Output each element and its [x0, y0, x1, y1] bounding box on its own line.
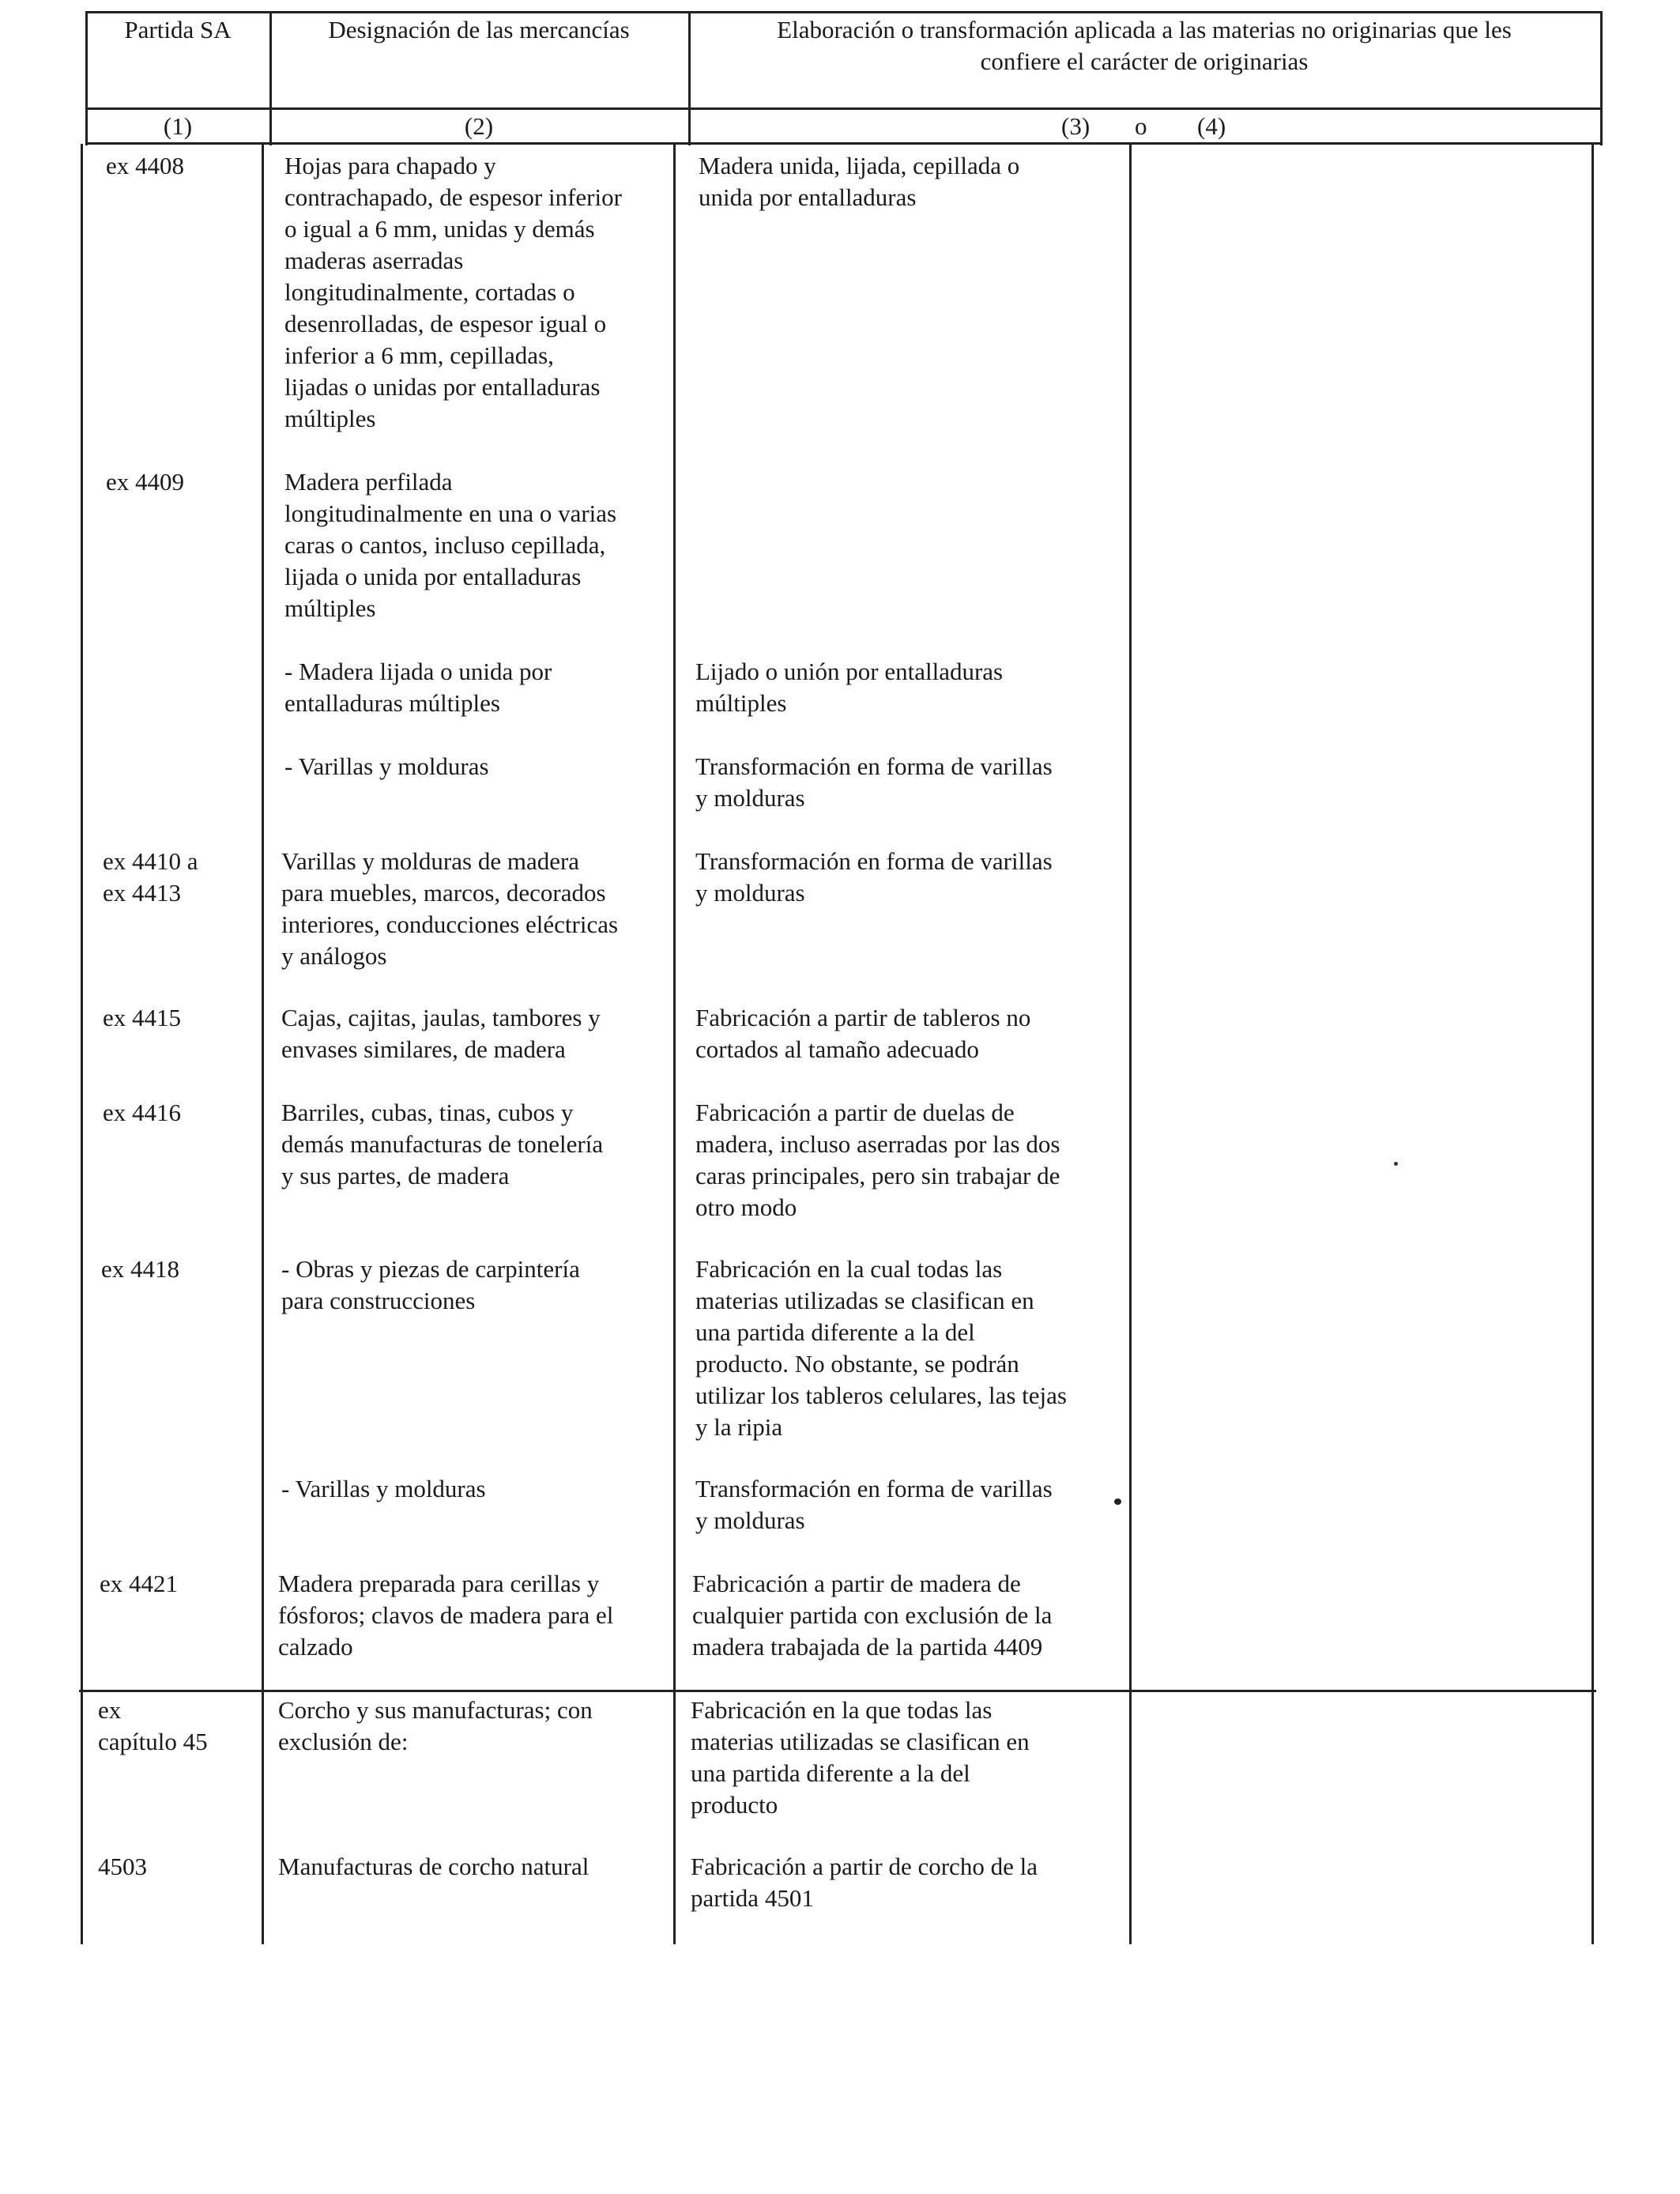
column-number-2: (2): [464, 112, 494, 140]
header-designacion: Designación de las mercancías: [328, 16, 630, 43]
row-rule: Lijado o unión por entalladuras múltiples: [695, 658, 1004, 717]
body-right-border: [1591, 144, 1594, 1944]
row-rule: Fabricación a partir de madera de cualquier partida con exclusión de la madera trabajada de la partida 4409: [692, 1570, 1053, 1661]
header-partida-sa: Partida SA: [124, 16, 232, 43]
row-rule: Fabricación a partir de corcho de la partida 4501: [691, 1853, 1038, 1912]
header-bottom-border: [85, 107, 1603, 110]
header-elaboracion: Elaboración o transformación aplicada a las materias no originarias que les confiere el carácter de originarias: [777, 16, 1512, 75]
row-rule: Fabricación en la que todas las materias utilizadas se clasifican en una partida diferente a la del producto: [691, 1696, 1030, 1819]
row-rule: Transformación en forma de varillas y molduras: [695, 847, 1053, 907]
header-right-border: [1600, 11, 1603, 145]
body-left-border: [81, 144, 83, 1944]
row-code: ex 4421: [100, 1570, 179, 1597]
row-description: Hojas para chapado y contrachapado, de espesor inferior o igual a 6 mm, unidas y demás maderas aserradas longitudinalmente, cortadas o desenrolladas, de espesor igual o inferior a 6 mm, cepilladas, lijadas o unidas por entalladuras múltiples: [284, 152, 622, 432]
scan-speck: [1394, 1162, 1398, 1166]
row-code: 4503: [98, 1853, 147, 1880]
row-description: Barriles, cubas, tinas, cubos y demás manufacturas de tonelería y sus partes, de madera: [281, 1099, 604, 1189]
row-rule: Fabricación a partir de duelas de madera, incluso aserradas por las dos caras principales, pero sin trabajar de otro modo: [695, 1099, 1060, 1221]
row-description: Varillas y molduras de madera para muebles, marcos, decorados interiores, conducciones eléctricas y análogos: [281, 847, 619, 970]
column-number-1: (1): [163, 112, 193, 140]
column-number-4: (4): [1197, 112, 1226, 140]
row-description: Madera perfilada longitudinalmente en una o varias caras o cantos, incluso cepillada, lijada o unida por entalladuras múltiples: [284, 468, 617, 622]
row-description: Manufacturas de corcho natural: [278, 1853, 590, 1880]
row-code: ex 4418: [101, 1255, 180, 1283]
row-rule: Fabricación en la cual todas las materias utilizadas se clasifican en una partida diferente a la del producto. No obstante, se podrán utilizar los tableros celulares, las tejas y la ripia: [695, 1255, 1067, 1441]
column-number-or: o: [1135, 112, 1147, 140]
row-code: ex capítulo 45: [98, 1696, 208, 1755]
row-description: Madera preparada para cerillas y fósforos; clavos de madera para el calzado: [278, 1570, 614, 1661]
row-description: - Varillas y molduras: [284, 752, 489, 780]
column-number-3: (3): [1061, 112, 1090, 140]
body-divider-2: [673, 144, 676, 1944]
scan-speck: [1114, 1498, 1121, 1505]
row-description: - Varillas y molduras: [281, 1475, 486, 1502]
number-row-bottom-border: [85, 142, 1603, 145]
row-rule: Madera unida, lijada, cepillada o unida por entalladuras: [699, 152, 1020, 211]
body-divider-1: [262, 144, 264, 1944]
row-description: - Obras y piezas de carpintería para construcciones: [281, 1255, 580, 1314]
row-rule: Fabricación a partir de tableros no cortados al tamaño adecuado: [695, 1004, 1031, 1063]
row-description: Cajas, cajitas, jaulas, tambores y envases similares, de madera: [281, 1004, 601, 1063]
row-rule: Transformación en forma de varillas y molduras: [695, 1475, 1053, 1534]
row-code: ex 4415: [103, 1004, 182, 1031]
table-top-border: [85, 11, 1603, 13]
row-rule: Transformación en forma de varillas y molduras: [695, 752, 1053, 812]
row-description: Corcho y sus manufacturas; con exclusión de:: [278, 1696, 593, 1755]
row-code: ex 4410 a ex 4413: [103, 847, 198, 907]
row-code: ex 4416: [103, 1099, 182, 1126]
body-divider-3: [1129, 144, 1132, 1944]
row-code: ex 4409: [106, 468, 185, 496]
chapter-45-separator: [79, 1690, 1596, 1692]
row-description: - Madera lijada o unida por entalladuras múltiples: [284, 658, 552, 717]
row-code: ex 4408: [106, 152, 185, 179]
